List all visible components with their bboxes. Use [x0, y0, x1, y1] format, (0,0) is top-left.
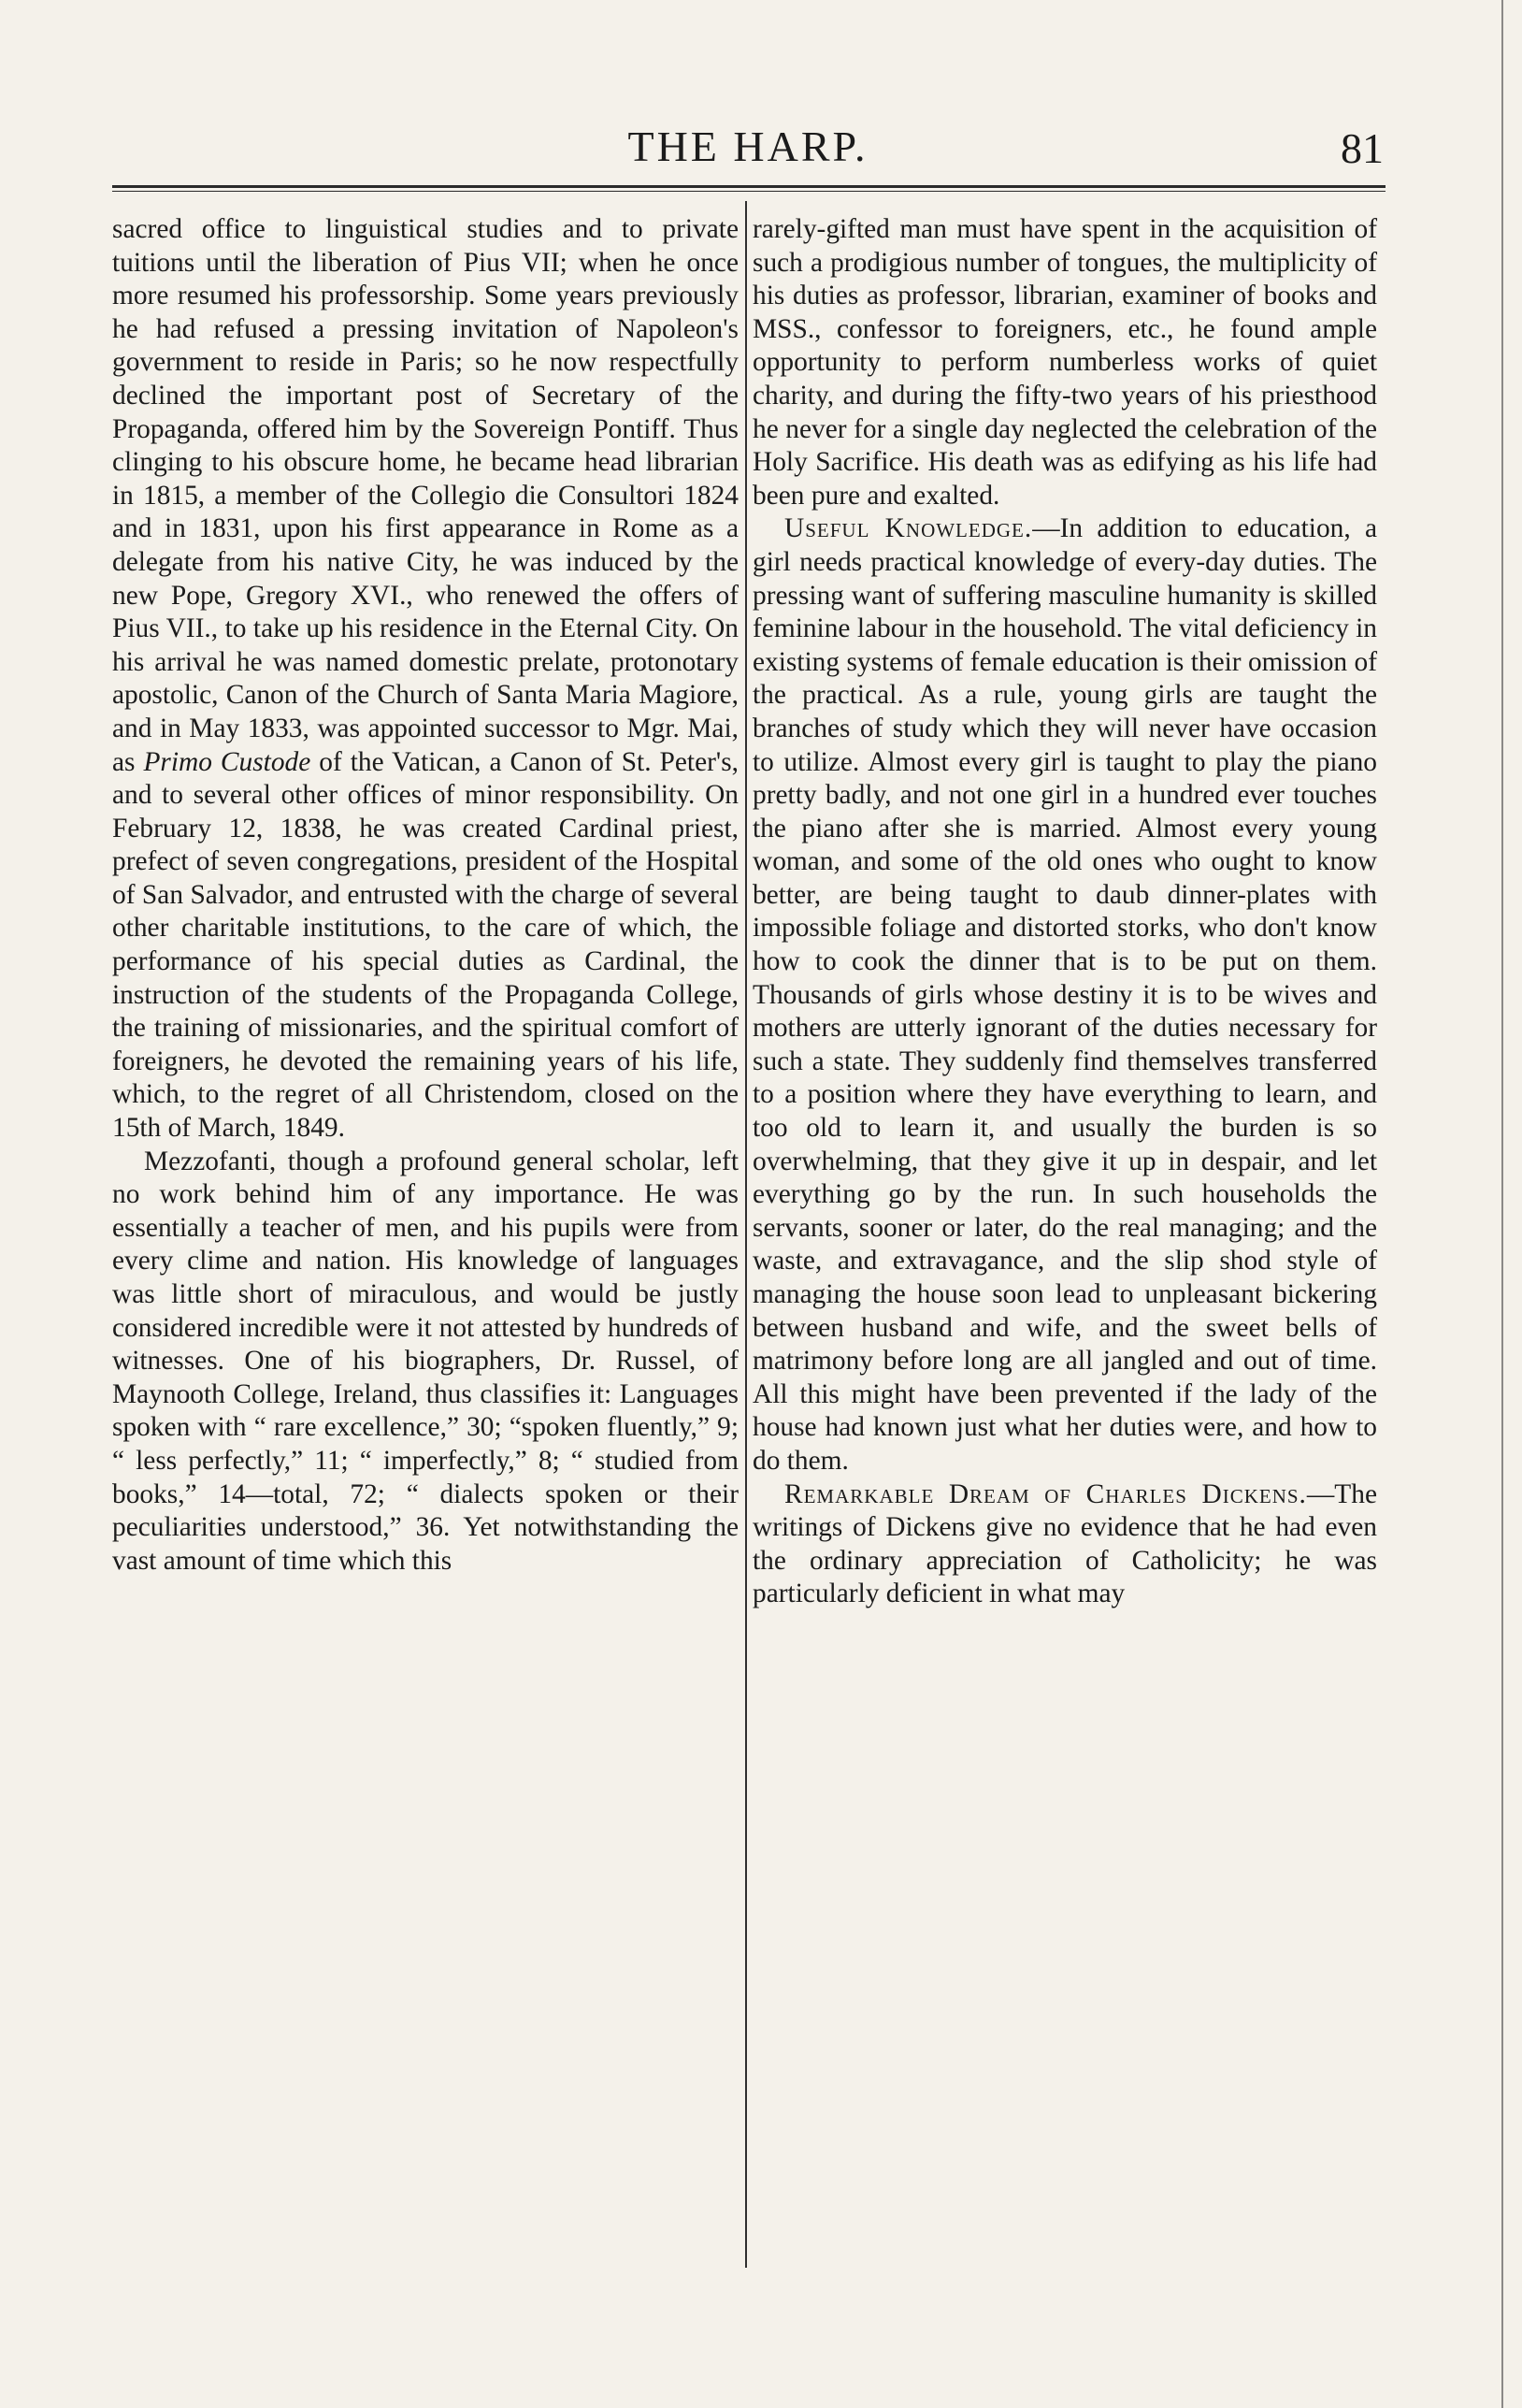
header-rule — [112, 185, 1386, 188]
useful-knowledge-heading: Useful Knowledge. — [784, 513, 1033, 544]
primo-custode-italic: Primo Custode — [143, 746, 311, 777]
left-paragraph-1 — [112, 213, 739, 1146]
dickens-dream-paragraph — [753, 1478, 1377, 1611]
useful-knowledge-paragraph — [753, 512, 1377, 1478]
dickens-dream-heading: Remarkable Dream of Charles Dickens. — [784, 1478, 1307, 1509]
left-paragraph-1-text: sacred office to linguistical studies and to private tuitions until the liberation of Pius VII; when he once more resumed his professorship. Some years previously he had refused a pressing invitation of Napoleon's government to reside in Paris; so he now respectfully declined the important post of Secretary of the Propaganda, offered him by the Sovereign Pontiff. Thus clinging to his obscure home, he became head librarian in 1815, a member of the Collegio die Consultori 1824 and in 1831, upon his first appearance in Rome as a delegate from his native City, he was induced by the new Pope, Gregory XVI., who renewed the offers of Pius VII., to take up his residence in the Eternal City. On his arrival he was named domestic prelate, protonotary apostolic, Canon of the Church of Santa Maria Magiore, and in May 1833, was appointed successor to Mgr. Mai, as — [112, 214, 739, 777]
useful-knowledge-text: —In addition to education, a girl needs practical knowledge of every-day duties. The pressing want of suffering masculine humanity is skilled feminine labour in the household. The vital deficiency in existing systems of female education is their omission of the practical. As a rule, young girls are taught the branches of study which they will never have occasion to utilize. Almost every girl is taught to play the piano pretty badly, and not one girl in a hundred ever touches the piano after she is married. Almost every young woman, and some of the old ones who ought to know better, are being taught to daub dinner-plates with impossible foliage and distorted storks, who don't know how to cook the dinner that is to be put on them. Thousands of girls whose destiny it is to be wives and mothers are utterly ignorant of the duties necessary for such a state. They suddenly find themselves transferred to a position where they have everything to learn, and too old to learn it, and usually the burden is so overwhelming, that they give it up in despair, and let everything go by the run. In such households the servants, sooner or later, do the real managing; and the waste, and extravagance, and the slip shod style of managing the house soon lead to unpleasant bickering between husband and wife, and the sweet bells of matrimony before long are all jangled and out of time. All this might have been prevented if the lady of the house had known just what her duties were, and how to do them. — [753, 513, 1377, 1476]
column-divider — [745, 201, 747, 2268]
dickens-dream-text: —The writings of Dickens give no evidence that he had even the ordinary appreciation of Catholicity; he was particularly deficient in what may — [753, 1478, 1377, 1609]
right-paragraph-1: rarely-gifted man must have spent in the acquisition of such a prodigious number of tongues, the multiplicity of his duties as professor, librarian, examiner of books and MSS., confessor to foreigners, etc., he found ample opportunity to perform numberless works of quiet charity, and during the fifty-two years of his priesthood he never for a single day neglected the celebration of the Holy Sacrifice. His death was as edifying as his life had been pure and exalted. — [753, 214, 1377, 511]
running-title: THE HARP. — [627, 123, 869, 170]
page-header — [112, 122, 1384, 178]
scan-edge-line — [1501, 0, 1503, 2408]
left-paragraph-1-rest: of the Vatican, a Canon of St. Peter's, and to several other offices of minor responsibility. On February 12, 1838, he was created Cardinal priest, prefect of seven congregations, president of the Hospital of San Salvador, and entrusted with the charge of several other charitable institutions, to the care of which, the performance of his special duties as Cardinal, the instruction of the students of the Propaganda College, the training of missionaries, and the spiritual comfort of foreigners, he devoted the remaining years of his life, which, to the regret of all Christendom, closed on the 15th of March, 1849. — [112, 746, 739, 1144]
page-number: 81 — [1341, 124, 1384, 172]
left-column — [112, 213, 739, 2271]
right-column — [753, 213, 1377, 2271]
left-paragraph-2: Mezzofanti, though a profound general scholar, left no work behind him of any importance. He was essentially a teacher of men, and his pupils were from every clime and nation. His knowledge of languages was little short of miraculous, and would be justly considered incredible were it not attested by hundreds of witnesses. One of his biographers, Dr. Russel, of Maynooth College, Ireland, thus classifies it: Languages spoken with “ rare excellence,” 30; “spoken fluently,” 9; “ less perfectly,” 11; “ imperfectly,” 8; “ studied from books,” 14—total, 72; “ dialects spoken or their peculiarities understood,” 36. Yet notwithstanding the vast amount of time which this — [112, 1146, 739, 1576]
header-rule-thin — [112, 191, 1386, 192]
